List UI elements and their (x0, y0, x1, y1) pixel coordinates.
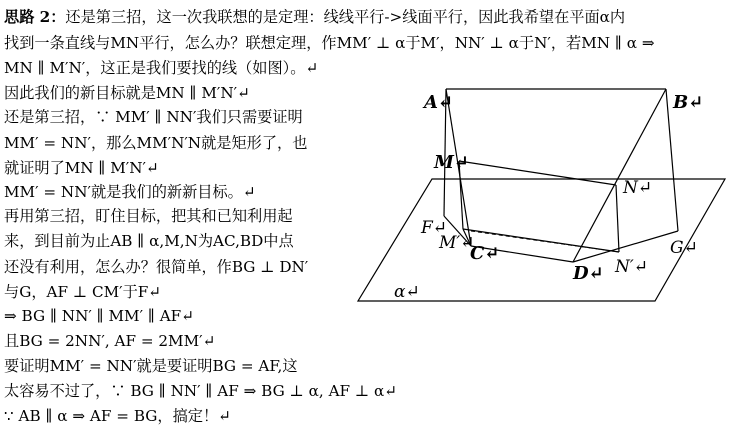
text-line-14: 且BG = 2NN′, AF = 2MM′↵ (4, 332, 216, 350)
idea-heading: 思路 2： (4, 8, 66, 26)
text-line-4: 因此我们的新目标就是MN ∥ M′N′↵ (4, 84, 250, 102)
label-n-prime: N′↵ (615, 257, 648, 277)
segment-bd (573, 89, 666, 262)
label-f: F↵ (421, 218, 448, 238)
label-g: G↵ (670, 238, 698, 258)
text-line-2: 找到一条直线与MN平行，怎么办？联想定理，作MM′ ⊥ α于M′，NN′ ⊥ α于N′，若MN ∥ α ⇒ (4, 34, 655, 52)
segment-mn (459, 161, 616, 185)
text-line-10: 来，到目前为止AB ∥ α,M,N为AC,BD中点 (4, 232, 294, 250)
text-line-5: 还是第三招，∵ MM′ ∥ NN′我们只需要证明 (4, 108, 303, 126)
label-n: N↵ (623, 178, 653, 198)
text-line-11: 还没有利用，怎么办？很简单，作BG ⊥ DN′ (4, 258, 309, 276)
label-a: A↵ (424, 92, 454, 113)
label-d: D↵ (573, 263, 604, 284)
label-c: C↵ (470, 243, 500, 264)
label-b: B↵ (673, 92, 704, 113)
text-line-12: 与G，AF ⊥ CM′于F↵ (4, 283, 162, 301)
geometry-figure (350, 76, 736, 312)
text-line-9: 再用第三招，盯住目标，把其和已知利用起 (4, 207, 293, 225)
label-m: M↵ (434, 152, 470, 173)
text-line-17: ∵ AB ∥ α ⇒ AF = BG，搞定！↵ (4, 407, 231, 425)
text-line-7: 就证明了MN ∥ M′N′↵ (4, 159, 159, 177)
label-alpha: α↵ (394, 282, 420, 302)
text-line-1 (4, 7, 732, 27)
line-text: 还是第三招，这一次我联想的是定理：线线平行->线面平行，因此我希望在平面α内 (65, 8, 626, 26)
segment-nn1 (616, 185, 619, 252)
text-line-6: MM′ = NN′，那么MM′N′N就是矩形了，也 (4, 134, 308, 152)
text-line-3: MN ∥ M′N′，这正是我们要找的线（如图）。↵ (4, 59, 319, 77)
text-line-13: ⇒ BG ∥ NN′ ∥ MM′ ∥ AF↵ (4, 307, 194, 325)
text-line-15: 要证明MM′ = NN′就是要证明BG = AF,这 (4, 357, 298, 375)
text-line-8: MM′ = NN′就是我们的新新目标。↵ (4, 183, 256, 201)
text-line-16: 太容易不过了，∵ BG ∥ NN′ ∥ AF ⇒ BG ⊥ α, AF ⊥ α↵ (4, 382, 398, 400)
label-m-prime: M′↵ (439, 233, 475, 253)
